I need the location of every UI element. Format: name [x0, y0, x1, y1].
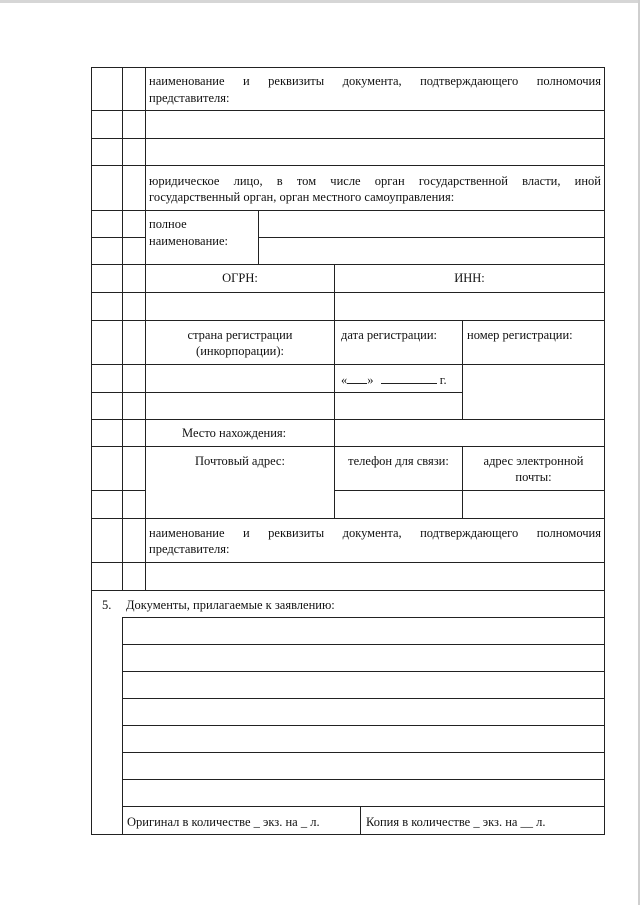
table-line: [360, 806, 361, 834]
rep-doc-2-input[interactable]: [146, 563, 604, 590]
legal-entity-line2: государственный орган, орган местного самоуправления:: [149, 190, 455, 204]
inn-label: ИНН:: [454, 271, 485, 285]
date-close-quote: »: [367, 373, 374, 387]
date-open-quote: «: [341, 373, 348, 387]
table-line: [122, 67, 123, 590]
full-name-label-line2: наименование:: [149, 234, 229, 248]
section-5-number: 5.: [102, 598, 112, 612]
section-5-title: Документы, прилагаемые к заявлению:: [126, 598, 335, 612]
table-line: [91, 165, 605, 166]
table-line: [604, 67, 605, 834]
postal-address-label: Почтовый адрес:: [195, 454, 285, 468]
table-line: [91, 446, 605, 447]
rep-doc-1-line2: представителя:: [149, 91, 230, 105]
scan-edge-top: [0, 0, 640, 3]
legal-entity-line1: юридическое лицо, в том числе орган государственной власти, иной: [149, 174, 601, 188]
email-label-line1: адрес электронной: [483, 454, 584, 468]
rep-doc-2-line2: представителя:: [149, 542, 230, 556]
full-name-input[interactable]: [259, 211, 604, 237]
table-line: [91, 490, 146, 491]
original-count: Оригинал в количестве _ экз. на _ л.: [127, 815, 320, 829]
country-label-line1: страна регистрации: [187, 328, 293, 342]
reg-number-input[interactable]: [463, 365, 604, 419]
table-line: [91, 67, 605, 68]
country-label-line2: (инкорпорации):: [196, 344, 284, 358]
attached-documents-input[interactable]: [123, 618, 604, 806]
phone-input[interactable]: [335, 491, 462, 518]
ogrn-input[interactable]: [146, 293, 334, 320]
reg-date-field[interactable]: [341, 373, 447, 387]
phone-label: телефон для связи:: [348, 454, 449, 468]
table-line: [91, 834, 605, 835]
table-line: [91, 67, 92, 834]
full-name-label-line1: полное: [149, 217, 187, 231]
ogrn-label: ОГРН:: [222, 271, 258, 285]
email-label-line2: почты:: [515, 470, 552, 484]
table-line: [91, 590, 605, 591]
table-line: [91, 320, 605, 321]
email-input[interactable]: [463, 491, 604, 518]
table-line: [91, 518, 605, 519]
table-line: [91, 264, 605, 265]
table-line: [91, 237, 146, 238]
copy-count: Копия в количестве _ экз. на __ л.: [366, 815, 546, 829]
reg-date-label: дата регистрации:: [341, 328, 437, 342]
location-input[interactable]: [335, 420, 604, 446]
rep-doc-1-line1: наименование и реквизиты документа, подтверждающего полномочия: [149, 74, 601, 88]
rep-doc-1-input[interactable]: [146, 111, 604, 138]
reg-number-label: номер регистрации:: [467, 328, 573, 342]
location-label: Место нахождения:: [182, 426, 287, 440]
year-suffix: г.: [439, 373, 447, 387]
table-line: [258, 237, 605, 238]
table-line: [122, 806, 605, 807]
rep-doc-2-line1: наименование и реквизиты документа, подтверждающего полномочия: [149, 526, 601, 540]
day-blank: [347, 373, 367, 384]
inn-input[interactable]: [335, 293, 604, 320]
table-line: [91, 138, 605, 139]
country-input[interactable]: [146, 365, 334, 419]
month-year-blank: [381, 373, 437, 384]
